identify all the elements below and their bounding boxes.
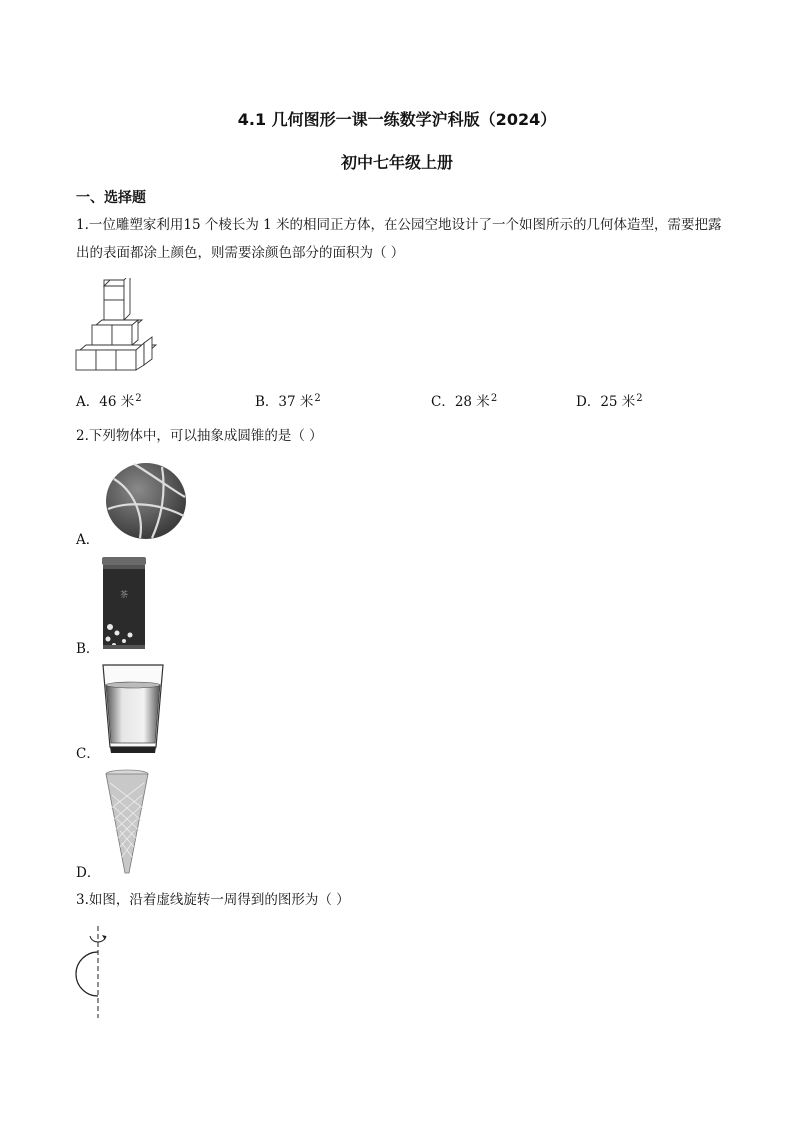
- option-c-label[interactable]: C．: [76, 746, 100, 762]
- question-2-text: 2.下列物体中，可以抽象成圆锥的是（ ）: [76, 428, 323, 444]
- option-a[interactable]: A．46 米$^2$: [76, 393, 142, 410]
- option-d[interactable]: D．25 米$^2$: [576, 393, 643, 410]
- question-1-text: 1.一位雕塑家利用15 个棱长为 1 米的相同正方体，在公园空地设计了一个如图所示的几何体造型，需要把露出的表面都涂上颜色，则需要涂颜色部分的面积为（ ）: [76, 217, 722, 261]
- option-c[interactable]: C．28 米$^2$: [431, 393, 498, 410]
- cube-stack-figure: [74, 278, 160, 373]
- page-title: 4.1 几何图形一课一练数学沪科版（2024）: [237, 110, 557, 129]
- rotation-semicircle-figure: [70, 924, 120, 1020]
- ice-cream-cone-icon: [104, 769, 150, 875]
- option-b[interactable]: B．37 米$^2$: [255, 393, 321, 410]
- option-d-label[interactable]: D．: [76, 865, 101, 881]
- basketball-icon: [104, 461, 188, 541]
- option-b-label[interactable]: B．: [76, 641, 100, 657]
- water-glass-icon: [100, 663, 166, 755]
- tea-can-icon: [100, 557, 150, 651]
- section-heading: 一、选择题: [76, 190, 146, 206]
- svg-text:茶: 茶: [120, 590, 128, 599]
- page-subtitle: 初中七年级上册: [340, 153, 453, 172]
- option-a-label[interactable]: A．: [76, 532, 100, 548]
- question-3-text: 3.如图，沿着虚线旋转一周得到的图形为（ ）: [76, 892, 350, 908]
